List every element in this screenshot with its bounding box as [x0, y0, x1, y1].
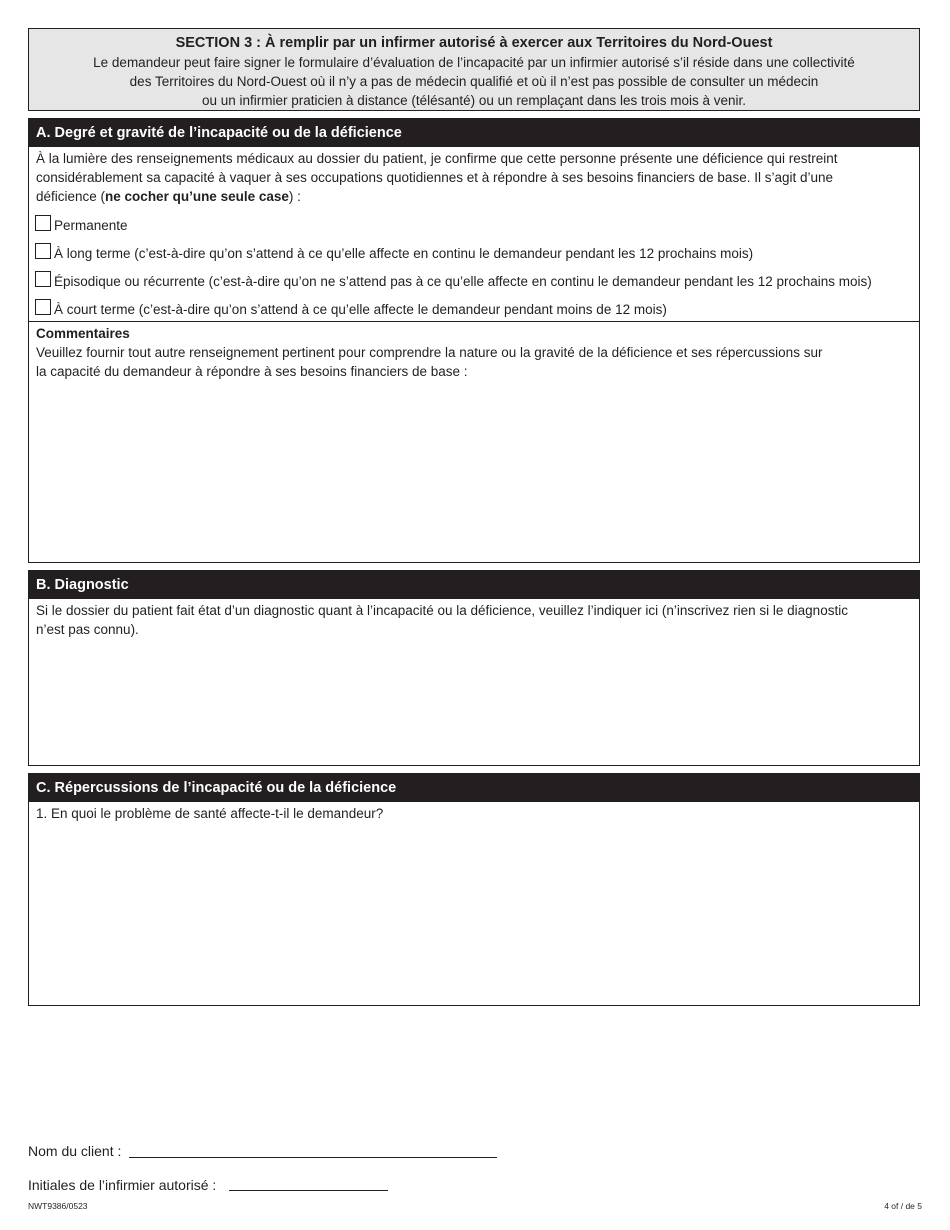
diagnostic-input-area[interactable] — [29, 641, 919, 763]
client-name-label: Nom du client : — [28, 1143, 122, 1159]
part-a-intro-line-2: considérablement sa capacité à vaquer à ses occupations quotidiennes et à répondre à ses besoins financiers de base. Il s’agit d’une — [36, 170, 834, 185]
comments-input-area[interactable] — [29, 381, 919, 561]
comments-block — [36, 324, 911, 381]
comments-line-1: Veuillez fournir tout autre renseignement pertinent pour comprendre la nature ou la gravité de la déficience et ses répercussions sur — [36, 345, 823, 360]
form-code: NWT9386/0523 — [28, 1201, 88, 1211]
impact-input-area[interactable] — [29, 826, 919, 1004]
part-a-intro-line-1: À la lumière des renseignements médicaux au dossier du patient, je confirme que cette personne présente une déficience qui restreint — [36, 151, 838, 166]
part-b-header: B. Diagnostic — [29, 571, 919, 599]
section-3-header — [28, 28, 920, 111]
part-b-instructions — [36, 601, 911, 639]
part-a-box — [28, 118, 920, 563]
section-3-line-1: Le demandeur peut faire signer le formulaire d’évaluation de l’incapacité par un infirmier autorisé s’il réside dans une collectivité — [93, 55, 855, 70]
checkbox-episodique[interactable] — [35, 271, 51, 287]
section-3-line-3: ou un infirmier praticien à distance (télésanté) ou un remplaçant dans les trois mois à venir. — [201, 93, 747, 108]
part-a-intro-prefix: déficience ( — [36, 189, 106, 204]
part-a-divider — [29, 321, 919, 322]
part-a-header: A. Degré et gravité de l’incapacité ou de la déficience — [29, 119, 919, 147]
comments-line-2: la capacité du demandeur à répondre à ses besoins financiers de base : — [36, 364, 468, 379]
nurse-initials-field[interactable] — [229, 1174, 388, 1191]
checkbox-court-terme[interactable] — [35, 299, 51, 315]
option-court-terme — [35, 297, 667, 317]
part-b-box — [28, 570, 920, 766]
nurse-initials-label: Initiales de l’infirmier autorisé : — [28, 1177, 217, 1193]
option-long-terme-label: À long terme (c’est-à-dire qu’on s’attend à ce qu’elle affecte en continu le demandeur pendant les 12 prochains mois) — [54, 246, 754, 261]
option-episodique — [35, 269, 872, 289]
part-c-question: 1. En quoi le problème de santé affecte-t-il le demandeur? — [36, 806, 384, 821]
option-long-terme — [35, 241, 753, 261]
comments-label: Commentaires — [36, 326, 130, 341]
client-name-field[interactable] — [129, 1141, 497, 1158]
part-c-header: C. Répercussions de l’incapacité ou de la déficience — [29, 774, 919, 802]
checkbox-permanente[interactable] — [35, 215, 51, 231]
section-3-line-2: des Territoires du Nord-Ouest où il n’y a pas de médecin qualifié et où il n’est pas possible de consulter un médecin — [129, 74, 819, 89]
part-a-intro-bold: ne cocher qu’une seule case — [105, 189, 289, 204]
part-b-line-1: Si le dossier du patient fait état d’un diagnostic quant à l’incapacité ou la déficience, veuillez l’indiquer ici (n’inscrivez rien si le diagnostic — [36, 603, 848, 618]
part-a-intro-suffix: ) : — [288, 189, 301, 204]
option-permanente-label: Permanente — [54, 218, 128, 233]
option-permanente — [35, 213, 128, 233]
part-a-intro-line-3 — [36, 187, 911, 206]
option-court-terme-label: À court terme (c’est-à-dire qu’on s’attend à ce qu’elle affecte le demandeur pendant moins de 12 mois) — [54, 302, 667, 317]
checkbox-long-terme[interactable] — [35, 243, 51, 259]
page-number: 4 of / de 5 — [884, 1201, 922, 1211]
part-c-box — [28, 773, 920, 1006]
part-a-intro — [36, 149, 911, 206]
option-episodique-label: Épisodique ou récurrente (c’est-à-dire qu’on ne s’attend pas à ce qu’elle affecte en continu le demandeur pendant les 12 prochains mois) — [54, 274, 872, 289]
section-3-title: SECTION 3 : À remplir par un infirmer autorisé à exercer aux Territoires du Nord-Ouest — [175, 35, 773, 51]
part-b-line-2: n’est pas connu). — [36, 622, 139, 637]
